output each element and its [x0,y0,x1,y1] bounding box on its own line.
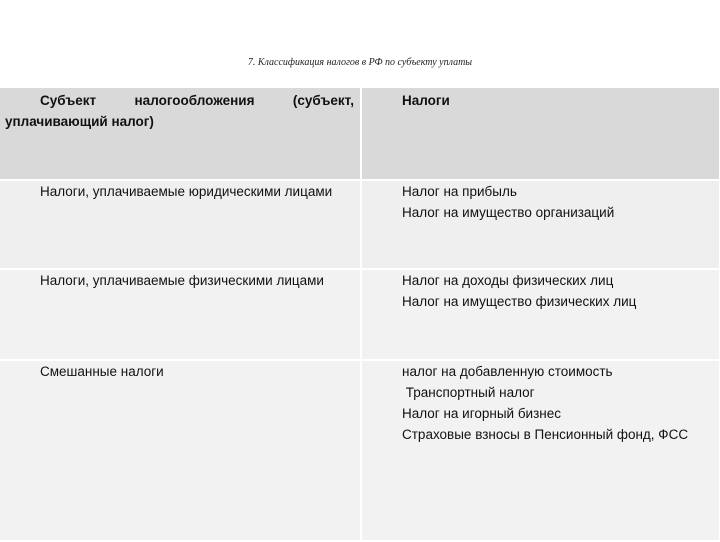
tax-item: Налог на доходы физических лиц [402,273,614,288]
taxes-cell [361,180,720,269]
table-header-row [0,88,720,180]
taxes-cell [361,269,720,360]
table-row [0,360,720,541]
header-subject-cell [0,88,361,180]
tax-item: Налог на игорный бизнес [402,406,561,421]
subject-cell [0,269,361,360]
subject-cell [0,360,361,541]
subject-cell [0,180,361,269]
tax-item: Страховые взносы в Пенсионный фонд, ФСС [402,427,689,442]
subject-text: Смешанные налоги [40,364,164,379]
tax-item: налог на добавленную стоимость [402,364,613,379]
page-title: 7. Классификация налогов в РФ по субъекту уплаты [247,57,473,68]
tax-item: Налог на прибыль [402,184,517,199]
tax-item: Налог на имущество физических лиц [402,294,637,309]
table-row [0,180,720,269]
table-row [0,269,720,360]
tax-item: Транспортный налог [402,385,535,400]
tax-item: Налог на имущество организаций [402,205,615,220]
subject-text: Налоги, уплачиваемые юридическими лицами [40,184,333,199]
header-taxes-cell [361,88,720,180]
header-taxes-text: Налоги [402,93,450,108]
subject-text: Налоги, уплачиваемые физическими лицами [40,273,324,288]
taxes-cell [361,360,720,541]
tax-classification-table [0,88,720,542]
header-subject-text: Субъект налогообложения (субъект, уплачивающий налог) [5,93,354,129]
